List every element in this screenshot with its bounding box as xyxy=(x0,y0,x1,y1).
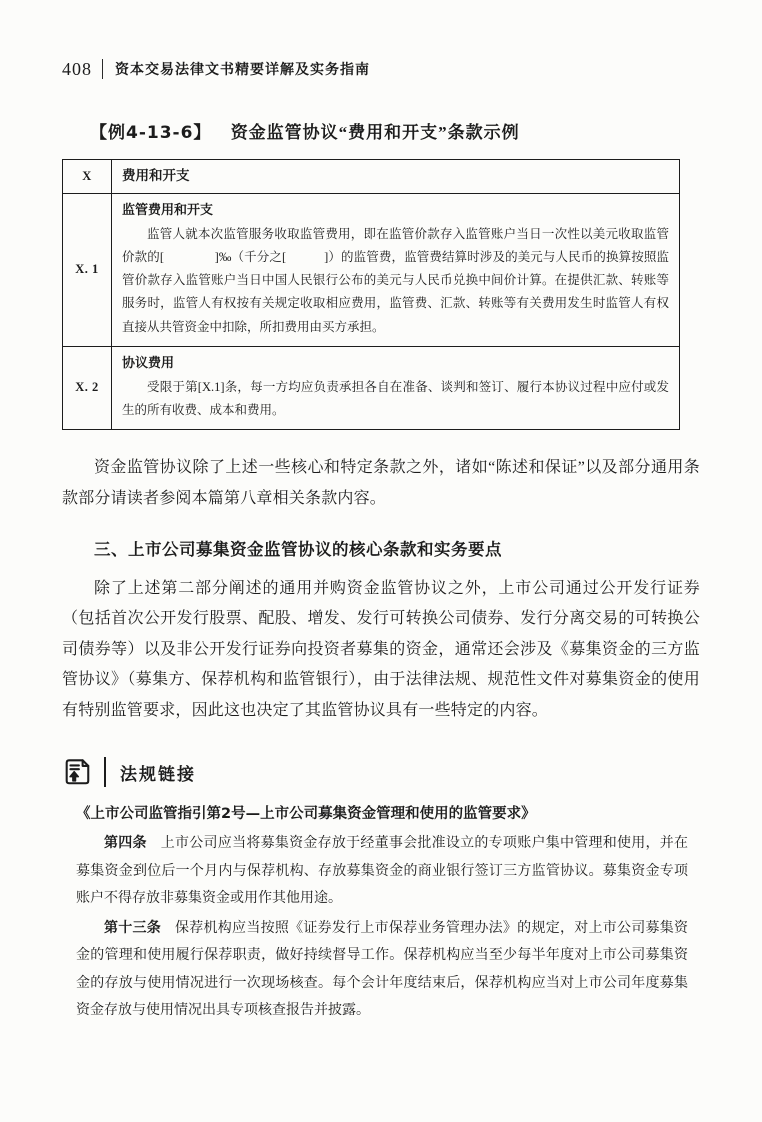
table-row xyxy=(63,193,680,346)
running-header xyxy=(62,56,700,82)
article-text: 保荐机构应当按照《证券发行上市保荐业务管理办法》的规定，对上市公司募集资金的管理和使用履行保荐职责，做好持续督导工作。保荐机构应当至少每半年度对上市公司募集资金的存放与使用情况进行一次现场核查。每个会计年度结束后，保荐机构应当对上市公司年度募集资金存放与使用情况出具专项核查报告并披露。 xyxy=(76,920,689,1019)
clause-heading: 监管费用和开支 xyxy=(122,202,214,218)
section-body-paragraph: 除了上述第二部分阐述的通用并购资金监管协议之外，上市公司通过公开发行证券（包括首次公开发行股票、配股、增发、发行可转换公司债券、发行分离交易的可转换公司债券等）以及非公开发行证券向投资者募集的资金，通常还会涉及《募集资金的三方监管协议》（募集方、保荐机构和监管银行），由于法律法规、规范性文件对募集资金的使用有特别监管要求，因此这也决定了其监管协议具有一些特定的内容。 xyxy=(62,579,700,719)
clause-cell xyxy=(112,346,680,429)
page-number: 408 xyxy=(62,58,92,79)
lawlink-title: 法规链接 xyxy=(120,764,196,785)
article-label: 第四条 xyxy=(104,835,147,852)
document-upload-icon xyxy=(62,757,92,787)
table-row-header xyxy=(63,160,680,194)
clause-text: 监管人就本次监管服务收取监管费用，即在监管价款存入监管账户当日一次性以美元收取监管价款的[ ]‰（千分之[ ]）的监管费，监管费结算时涉及的美元与人民币的换算按照监管价款存入监管账户当日中国人民银行公布的美元与人民币兑换中间价计算。在提供汇款、转账等服务时，监管人有权按有关规定收取相应费用，监管费、汇款、转账等有关费用发生时监管人有权直接从共管资金中扣除，所扣费用由买方承担。 xyxy=(122,227,669,334)
table-row xyxy=(63,346,680,429)
clause-text: 受限于第[X.1]条，每一方均应负责承担各自在准备、谈判和签订、履行本协议过程中应付或发生的所有收费、成本和费用。 xyxy=(122,379,669,417)
clause-title: 费用和开支 xyxy=(112,160,680,194)
law-article xyxy=(76,915,688,1025)
book-title: 资本交易法律文书精要详解及实务指南 xyxy=(115,62,370,78)
article-label: 第十三条 xyxy=(104,919,162,936)
example-heading xyxy=(62,118,700,143)
article-text: 上市公司应当将募集资金存放于经董事会批准设立的专项账户集中管理和使用，并在募集资金到位后一个月内与保荐机构、存放募集资金的商业银行签订三方监管协议。募集资金专项账户不得存放非募集资金或用作其他用途。 xyxy=(76,836,689,907)
lawlink-divider xyxy=(104,757,106,787)
law-source-title: 《上市公司监管指引第2号—上市公司募集资金管理和使用的监管要求》 xyxy=(76,806,536,823)
lawlink-body xyxy=(76,800,688,1025)
clause-table xyxy=(62,159,680,430)
example-title: 资金监管协议“费用和开支”条款示例 xyxy=(230,123,520,142)
paragraph-after-table: 资金监管协议除了上述一些核心和特定条款之外，诸如“陈述和保证”以及部分通用条款部分请读者参阅本篇第八章相关条款内容。 xyxy=(62,458,700,507)
clause-cell xyxy=(112,193,680,346)
header-divider xyxy=(102,59,103,79)
lawlink-header xyxy=(62,754,700,790)
clause-id: X xyxy=(63,160,112,194)
law-article xyxy=(76,830,688,913)
section-heading: 三、上市公司募集资金监管协议的核心条款和实务要点 xyxy=(94,539,502,559)
clause-id: X. 1 xyxy=(63,193,112,346)
example-label: 【例4-13-6】 xyxy=(90,123,212,143)
clause-heading: 协议费用 xyxy=(122,355,175,371)
clause-id: X. 2 xyxy=(63,346,112,429)
